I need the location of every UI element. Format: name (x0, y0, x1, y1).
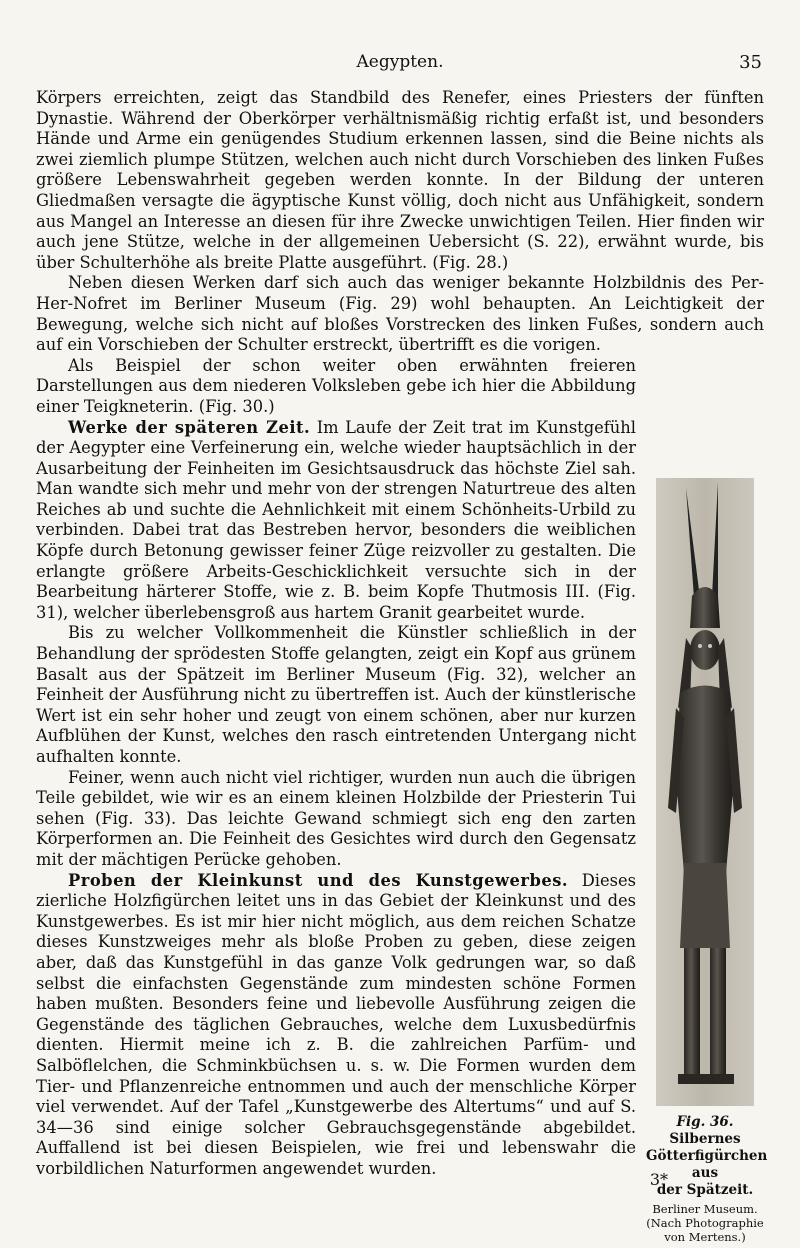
credit-line: von Mertens.) (664, 1229, 746, 1244)
credit-line: Berliner Museum. (652, 1201, 758, 1216)
figure-number: Fig. 36. (676, 1113, 734, 1130)
section-heading: Proben der Kleinkunst und des Kunstgewerbes. (68, 870, 569, 890)
paragraph-2: Neben diesen Werken darf sich auch das weniger bekannte Holzbildnis des Per-Her-Nofret im Berliner Museum (Fig. 29) wohl behaupten. An Leichtigkeit der Bewegung, welche sich nicht auf bloßes Vorstrecken des linken Fußes, sondern auch auf ein Vorschieben der Schulter erstreckt, übertrifft es die vorigen. (36, 273, 764, 355)
paragraph-5: Bis zu welcher Vollkommenheit die Künstler schließlich in der Behandlung der sprödesten Stoffe gelangten, zeigt ein Kopf aus grünem Basalt aus der Spätzeit im Berliner Museum (Fig. 32), welcher an Feinheit der Ausführung nicht zu übertreffen ist. Auch der künstlerische Wert ist ein sehr hoher und zeugt von einem schönen, aber nur kurzen Aufblühen der Kunst, welches den rasch eintretenden Untergang nicht aufhalten konnte. (36, 623, 636, 766)
caption-line: Götterfigürchen (646, 1147, 768, 1164)
paragraph-1: Körpers erreichten, zeigt das Standbild des Renefer, eines Priesters der fünften Dynastie. Während der Oberkörper verhältnismäßig richtig erfaßt ist, und besonders Hände und Arme ein genügendes Studium erkennen lassen, sind die Beine nichts als zwei ziemlich plumpe Stützen, welchen auch nicht durch Vorschieben des linken Fußes größere Lebenswahrheit gegeben werden konnte. In der Bildung der unteren Gliedmaßen versagte die ägyptische Kunst völlig, doch nicht aus Unfähigkeit, sondern aus Mangel an Interesse an diesen für ihre Zwecke unwichtigen Teilen. Hier finden wir auch jene Stütze, welche in der allgemeinen Uebersicht (S. 22), erwähnt wurde, bis über Schulterhöhe als breite Platte ausgeführt. (Fig. 28.) (36, 88, 764, 272)
caption-line: der Spätzeit. (656, 1181, 754, 1198)
paragraph-6: Feiner, wenn auch nicht viel richtiger, wurden nun auch die übrigen Teile gebildet, wie wir es an einem kleinen Holzbilde der Priesterin Tui sehen (Fig. 33). Das leichte Gewand schmiegt sich eng den zarten Körperformen an. Die Feinheit des Gesichtes wird durch den Gegensatz mit der mächtigen Perücke gehoben. (36, 767, 636, 869)
running-head: Aegypten. (356, 52, 444, 72)
section-heading: Werke der späteren Zeit. (68, 417, 311, 437)
signature-mark: 3* (649, 1170, 668, 1189)
credit-line: (Nach Photographie (646, 1215, 764, 1230)
statuette-image (656, 478, 754, 1106)
caption-line: Silbernes (669, 1130, 741, 1147)
figure-36 (646, 478, 768, 1244)
figure-credit (646, 1202, 764, 1244)
body-text (36, 88, 768, 1248)
page-header (0, 52, 800, 78)
paragraph-4: Werke der späteren Zeit. Im Laufe der Zeit trat im Kunstgefühl der Aegypter eine Verfeinerung ein, welche wieder hauptsächlich in der Ausarbeitung der Feinheiten im Gesichtsausdruck das höchste Ziel sah. Man wandte sich mehr und mehr von der strengen Naturtreue des alten Reiches ab und suchte die Aehnlichkeit mit einem Schönheits-Urbild zu verbinden. Dabei trat das Bestreben hervor, besonders die weiblichen Köpfe durch Betonung gewisser feiner Züge reizvoller zu gestalten. Die erlangte größere Arbeits-Geschicklichkeit versuchte sich in der Bearbeitung härterer Stoffe, wie z. B. beim Kopfe Thutmosis III. (Fig. 31), welcher überlebensgroß aus hartem Granit gearbeitet wurde. (36, 417, 636, 622)
paragraph-7: Proben der Kleinkunst und des Kunstgewerbes. Dieses zierliche Holzfigürchen leitet uns in das Gebiet der Kleinkunst und des Kunstgewerbes. Es ist mir hier nicht möglich, aus dem reichen Schatze dieses Kunstzweiges mehr als bloße Proben zu geben, diese zeigen aber, daß das Kunstgefühl in das ganze Volk gedrungen war, so daß selbst die einfachsten Gegenstände zum mindesten schöne Formen haben mußten. Besonders feine und liebevolle Ausführung zeigen die Gegenstände des täglichen Gebrauches, welche dem Luxusbedürfnis dienten. Hiermit meine ich z. B. die zahlreichen Parfüm- und Salböflelchen, die Schminkbüchsen u. s. w. Die Formen wurden dem Tier- und Pflanzenreiche entnommen und auch der menschliche Körper viel verwendet. Auf der Tafel „Kunstgewerbe des Altertums“ und auf S. 34—36 sind einige solcher Gebrauchsgegenstände abgebildet. Auffallend ist bei diesen Beispielen, wie frei und lebenswahr die vorbildlichen Naturformen angewendet wurden. (36, 870, 636, 1178)
paragraph-3: Als Beispiel der schon weiter oben erwähnten freieren Darstellungen aus dem niederen Volksleben gebe ich hier die Abbildung einer Teigkneterin. (Fig. 30.) (36, 355, 636, 416)
caption-line: aus (691, 1164, 719, 1181)
page-number: 35 (739, 52, 762, 73)
